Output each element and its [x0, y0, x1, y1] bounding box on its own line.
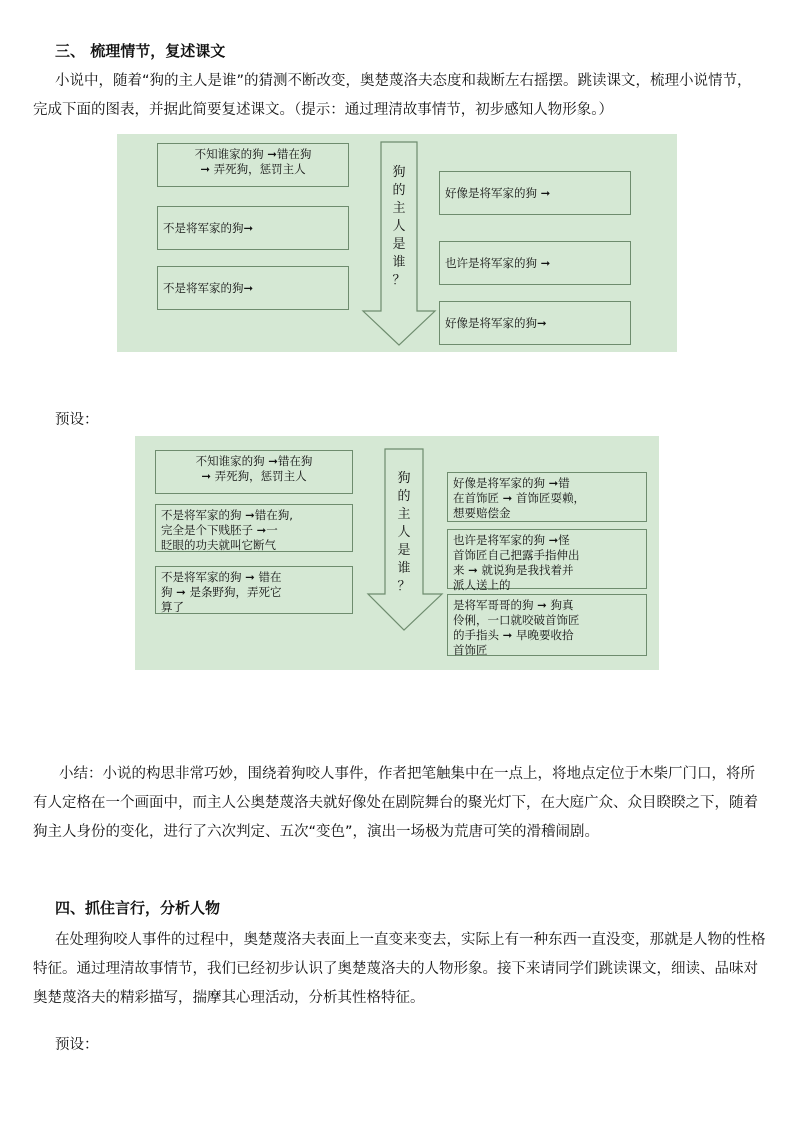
center-char: 人	[397, 525, 411, 540]
center-char: 主	[392, 201, 406, 216]
section4-heading: 四、抓住言行，分析人物	[55, 899, 221, 917]
center-char: 的	[392, 183, 406, 198]
section3-intro: 小说中，随着“狗的主人是谁”的猜测不断改变，奥楚蔑洛夫态度和裁断左右摇摆。跳读课文，梳理小说情节，完成下面的图表，并据此简要复述课文。（提示：通过理清故事情节，初步感知人物形象。）	[33, 73, 752, 118]
center-char: 主	[397, 507, 411, 522]
diagram1-right-box-1: 好像是将军家的狗 ➞	[439, 171, 631, 215]
diagram2-left-box-2: 不是将军家的狗 ➞错在狗, 完全是个下贱胚子 ➞一 眨眼的功夫就叫它断气	[155, 504, 353, 552]
preset-label-1: 预设：	[55, 412, 99, 428]
diagram1-left-box-3: 不是将军家的狗➞	[157, 266, 349, 310]
center-char: 是	[397, 543, 411, 558]
diagram1-left-box-1: 不知谁家的狗 ➞错在狗 ➞ 弄死狗，惩罚主人	[157, 143, 349, 187]
diagram2-left-box-1: 不知谁家的狗 ➞错在狗 ➞ 弄死狗，惩罚主人	[155, 450, 353, 494]
preset-label-2: 预设：	[55, 1037, 99, 1053]
center-char: 狗	[397, 471, 411, 486]
diagram2-right-box-3: 是将军哥哥的狗 ➞ 狗真 伶俐，一口就咬破首饰匠 的手指头 ➞ 早晚要收拾 首饰匠	[447, 594, 647, 656]
center-char: 是	[392, 237, 406, 252]
diagram2-left-box-3: 不是将军家的狗 ➞ 错在 狗 ➞ 是条野狗，弄死它 算了	[155, 566, 353, 614]
center-char: 谁	[397, 561, 411, 576]
diagram1-right-box-3: 好像是将军家的狗➞	[439, 301, 631, 345]
diagram1-left-box-2: 不是将军家的狗➞	[157, 206, 349, 250]
center-char: 人	[392, 219, 406, 234]
diagram1-right-box-2: 也许是将军家的狗 ➞	[439, 241, 631, 285]
diagram2-center-label	[394, 470, 414, 596]
diagram1-center-label	[389, 164, 409, 290]
center-char: 狗	[392, 165, 406, 180]
summary-paragraph: 小结：小说的构思非常巧妙，围绕着狗咬人事件，作者把笔触集中在一点上，将地点定位于木柴厂门口，将所有人定格在一个画面中，而主人公奥楚蔑洛夫就好像处在剧院舞台的聚光灯下，在大庭广众、众目睽睽之下，随着狗主人身份的变化，进行了六次判定、五次“变色”，演出一场极为荒唐可笑的滑稽闹剧。	[33, 766, 758, 840]
center-char: 的	[397, 489, 411, 504]
center-char: 谁	[392, 255, 406, 270]
diagram2-right-box-1: 好像是将军家的狗 ➞错 在首饰匠 ➞ 首饰匠耍赖， 想要赔偿金	[447, 472, 647, 522]
diagram2-right-box-2: 也许是将军家的狗 ➞怪 首饰匠自己把露手指伸出 来 ➞ 就说狗是我找着并 派人送上的	[447, 529, 647, 589]
section4-body: 在处理狗咬人事件的过程中，奥楚蔑洛夫表面上一直变来变去，实际上有一种东西一直没变，那就是人物的性格特征。通过理清故事情节，我们已经初步认识了奥楚蔑洛夫的人物形象。接下来请同学们跳读课文，细读、品味对奥楚蔑洛夫的精彩描写，揣摩其心理活动，分析其性格特征。	[33, 932, 766, 1006]
diagram1-panel	[117, 134, 677, 352]
diagram2-panel	[135, 436, 659, 670]
center-char: ？	[392, 273, 406, 288]
section3-heading: 三、 梳理情节，复述课文	[55, 42, 226, 60]
center-char: ？	[397, 579, 411, 594]
